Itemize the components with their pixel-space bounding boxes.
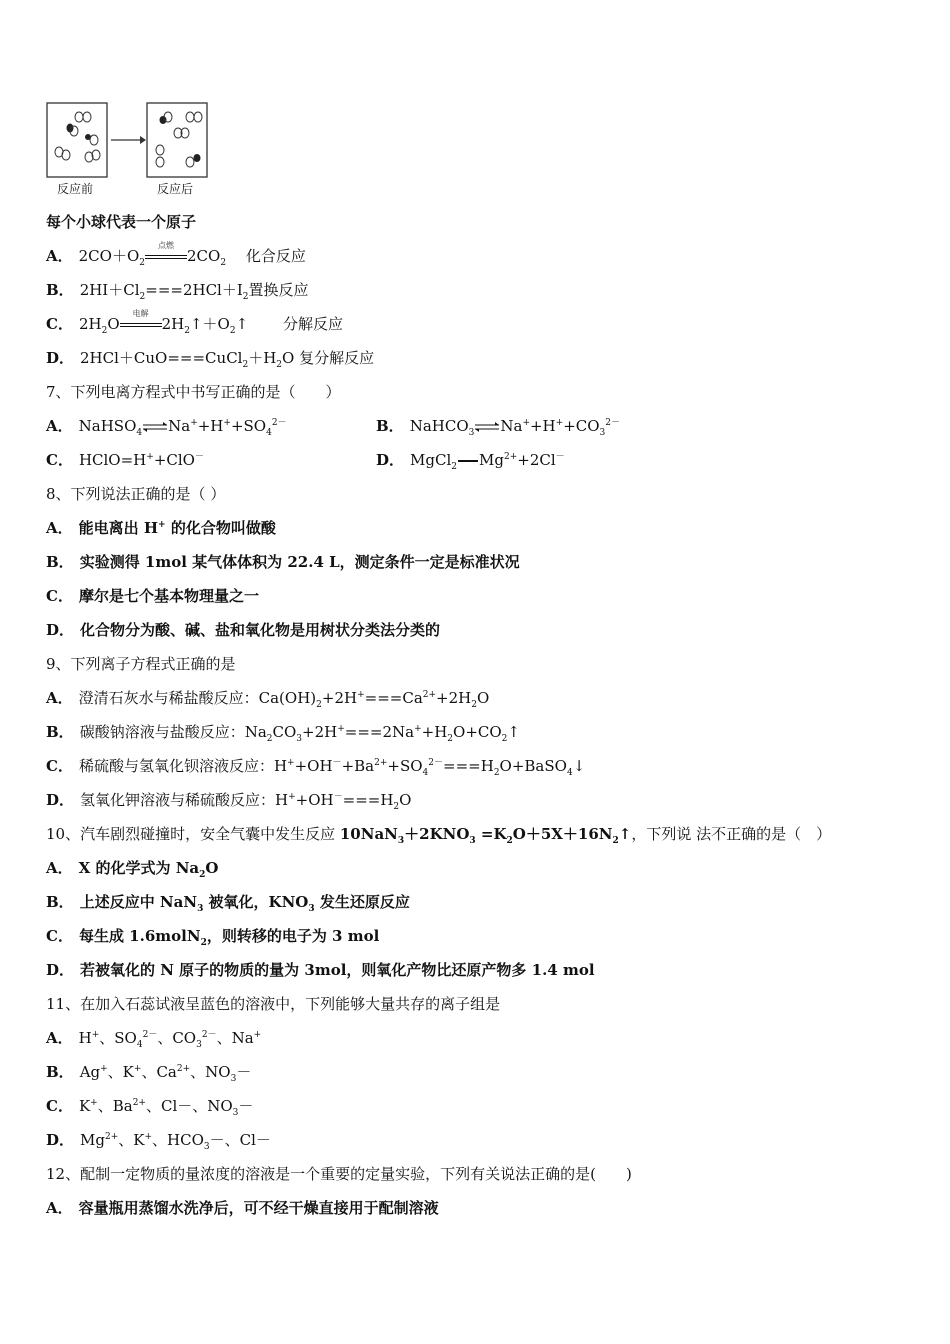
ion-text: 、Na: [216, 1029, 254, 1047]
eq-text: +ClO: [153, 451, 195, 469]
option-key: C．: [46, 927, 73, 945]
superscript: +: [144, 1132, 153, 1142]
subscript: 3: [203, 1142, 210, 1152]
subscript: 4: [136, 428, 143, 438]
option-key: A．: [46, 859, 73, 877]
superscript: 2+: [422, 690, 437, 700]
option-key: D．: [46, 621, 75, 639]
eq-text: +SO: [230, 417, 267, 435]
q10-option-c[interactable]: [46, 925, 379, 947]
option-key: B．: [46, 1063, 74, 1081]
subscript: 2: [220, 258, 227, 268]
question-7-stem: 7、下列电离方程式中书写正确的是（ ）: [46, 383, 341, 401]
ion-text: H: [78, 1029, 92, 1047]
option-text: 上述反应中 NaN: [79, 893, 198, 911]
eq-text: HClO=H: [78, 451, 147, 469]
subscript: 4: [136, 1040, 143, 1050]
eq-text: 稀硫酸与氢氧化钡溶液反应：H: [78, 757, 288, 775]
eq-text: ＋2KNO: [404, 825, 470, 843]
option-text: 化合物分为酸、碱、盐和氧化物是用树状分类法分类的: [80, 621, 441, 639]
eq-text: ↓: [572, 757, 586, 775]
eq-text: 2H: [78, 315, 102, 333]
question-8-stem: 8、下列说法正确的是（ ）: [46, 485, 226, 503]
subscript: 2: [393, 802, 400, 812]
option-key: C．: [46, 315, 73, 333]
option-text: 容量瓶用蒸馏水洗净后，可不经干燥直接用于配制溶液: [78, 1199, 439, 1217]
subscript: 2: [184, 326, 190, 336]
option-key: D．: [46, 961, 75, 979]
subscript: 2: [493, 768, 500, 778]
q6-option-d[interactable]: [46, 347, 374, 369]
superscript: +: [288, 792, 296, 802]
q7-option-b[interactable]: [376, 415, 620, 437]
q8-option-a[interactable]: [46, 517, 276, 539]
subscript: 3: [197, 904, 204, 914]
eq-text: +H: [197, 417, 224, 435]
superscript: +: [158, 520, 166, 530]
eq-text: O: [107, 315, 120, 333]
subscript: 2: [612, 836, 619, 846]
q10-option-b[interactable]: [46, 891, 410, 913]
eq-text: +2H: [436, 689, 472, 707]
subscript: 2: [229, 326, 236, 336]
reversible-arrow-icon: [474, 422, 500, 432]
option-key: C．: [46, 757, 73, 775]
option-key: A．: [46, 417, 73, 435]
superscript: 2－: [428, 758, 444, 768]
superscript: +: [100, 1064, 108, 1074]
q7-option-d[interactable]: [376, 449, 565, 471]
option-text: 的化合物叫做酸: [165, 519, 276, 537]
eq-text: ↑＋O: [189, 315, 230, 333]
q11-option-a[interactable]: [46, 1027, 261, 1049]
superscript: +: [253, 1030, 262, 1040]
superscript: －: [555, 452, 565, 462]
superscript: 2+: [132, 1098, 146, 1108]
stem-text: 10、汽车剧烈碰撞时，安全气囊中发生反应: [46, 825, 340, 843]
ion-text: 、Cl－、NO: [145, 1097, 233, 1115]
ion-text: 、K: [107, 1063, 134, 1081]
condition: 电解: [132, 309, 149, 318]
q12-option-a[interactable]: [46, 1197, 439, 1219]
option-key: B．: [46, 723, 74, 741]
q8-option-b[interactable]: [46, 551, 520, 573]
question-10-stem: [46, 823, 831, 845]
subscript: 2: [276, 360, 283, 370]
eq-text: O: [476, 689, 490, 707]
superscript: 2+: [176, 1064, 191, 1074]
subscript: 2: [316, 700, 322, 710]
question-12-stem: 12、配制一定物质的量浓度的溶液是一个重要的定量实验，下列有关说法正确的是( ): [46, 1165, 632, 1183]
q10-option-a[interactable]: [46, 857, 219, 879]
subscript: 3: [232, 1108, 239, 1118]
subscript: 3: [468, 428, 475, 438]
option-text: 实验测得 1mol 某气体体积为 22.4 L，测定条件一定是标准状况: [79, 553, 520, 571]
eq-text: ===H: [342, 791, 394, 809]
option-text: ，则转移的电子为 3 mol: [206, 927, 380, 945]
superscript: 2－: [271, 418, 287, 428]
superscript: +: [133, 1064, 142, 1074]
question-11-stem: 11、在加入石蕊试液呈蓝色的溶液中，下列能够大量共存的离子组是: [46, 995, 501, 1013]
eq-text: O: [399, 791, 412, 809]
equation-sign: [120, 309, 162, 335]
q11-option-d[interactable]: [46, 1129, 271, 1151]
eq-text: 10NaN: [339, 825, 398, 843]
eq-text: O＋5X＋16N: [512, 825, 613, 843]
eq-text: +CO: [563, 417, 600, 435]
superscript: +: [357, 690, 365, 700]
eq-text: Mg: [479, 451, 504, 469]
superscript: +: [287, 758, 295, 768]
ion-text: －: [236, 1063, 252, 1081]
atom-note: 每个小球代表一个原子: [46, 213, 197, 231]
subscript: 3: [296, 734, 303, 744]
option-key: D．: [376, 451, 405, 469]
eq-text: +2Cl: [517, 451, 556, 469]
ion-text: 、K: [118, 1131, 145, 1149]
reversible-arrow-icon: [142, 422, 168, 432]
option-key: B．: [46, 553, 74, 571]
eq-text: +OH: [295, 791, 334, 809]
option-key: C．: [46, 587, 73, 605]
eq-text: CO: [272, 723, 297, 741]
subscript: 2: [200, 938, 207, 948]
subscript: 2: [242, 292, 249, 302]
condition: 点燃: [158, 241, 174, 250]
ion-text: Ag: [79, 1063, 101, 1081]
eq-text: ===Ca: [364, 689, 423, 707]
equation-sign: [145, 241, 187, 267]
option-key: D．: [46, 349, 75, 367]
superscript: +: [90, 1098, 98, 1108]
eq-text: ===H: [443, 757, 494, 775]
figure-before-label: 反应前: [57, 182, 94, 196]
superscript: 2+: [104, 1132, 119, 1142]
superscript: －: [194, 452, 204, 462]
eq-text: Na: [500, 417, 523, 435]
subscript: 2: [506, 836, 513, 846]
eq-text: ===2Na: [344, 723, 415, 741]
option-key: B．: [376, 417, 404, 435]
subscript: 2: [199, 870, 206, 880]
superscript: +: [337, 724, 345, 734]
reaction-figure: [44, 100, 214, 198]
eq-text: ＋H: [248, 349, 277, 367]
eq-text: NaHCO: [409, 417, 469, 435]
option-key: A．: [46, 689, 73, 707]
subscript: 2: [447, 734, 454, 744]
option-text: X 的化学式为 Na: [78, 859, 200, 877]
eq-text: 2CO＋O: [78, 247, 140, 265]
eq-text: 2HI＋Cl: [79, 281, 140, 299]
option-key: A．: [46, 1029, 73, 1047]
option-key: B．: [46, 893, 74, 911]
eq-text: +H: [421, 723, 448, 741]
eq-text: O+CO: [453, 723, 502, 741]
eq-text: 澄清石灰水与稀盐酸反应：Ca(OH): [78, 689, 317, 707]
option-key: A．: [46, 1199, 73, 1217]
reaction-type: 复分解反应: [299, 349, 375, 367]
eq-text: 2H: [161, 315, 185, 333]
option-text: 能电离出 H: [78, 519, 159, 537]
superscript: 2+: [503, 452, 518, 462]
option-key: C．: [46, 451, 73, 469]
option-key: A．: [46, 247, 73, 265]
eq-text: 2CO: [187, 247, 221, 265]
option-key: A．: [46, 519, 73, 537]
option-key: D．: [46, 791, 75, 809]
subscript: 2: [451, 462, 457, 472]
subscript: 4: [266, 428, 272, 438]
q9-option-c[interactable]: [46, 755, 585, 777]
subscript: 2: [501, 734, 508, 744]
q11-option-b[interactable]: [46, 1061, 251, 1083]
subscript: 4: [422, 768, 429, 778]
ion-text: －: [238, 1097, 254, 1115]
eq-text: ↑: [507, 723, 520, 741]
superscript: +: [223, 418, 231, 428]
subscript: 3: [397, 836, 405, 846]
option-text: 被氧化，KNO: [203, 893, 309, 911]
superscript: +: [190, 418, 198, 428]
q9-option-b[interactable]: [46, 721, 520, 743]
q7-option-c[interactable]: [46, 449, 204, 471]
superscript: 2－: [142, 1030, 158, 1040]
subscript: 3: [469, 836, 476, 846]
option-key: D．: [46, 1131, 75, 1149]
subscript: 2: [242, 360, 249, 370]
ion-text: 、CO: [157, 1029, 197, 1047]
q9-option-a[interactable]: [46, 687, 489, 709]
subscript: 2: [139, 258, 145, 268]
superscript: －: [332, 758, 342, 768]
ion-text: 、NO: [190, 1063, 231, 1081]
subscript: 2: [101, 326, 108, 336]
superscript: 2+: [374, 758, 388, 768]
ion-text: 、Ba: [97, 1097, 133, 1115]
q6-option-a[interactable]: [46, 241, 306, 268]
equals-dash-icon: [458, 460, 478, 462]
eq-text: +2H: [321, 689, 358, 707]
superscript: +: [414, 724, 422, 734]
eq-text: +2H: [302, 723, 338, 741]
reaction-type: 化合反应: [245, 247, 306, 265]
option-text: 若被氧化的 N 原子的物质的量为 3mol，则氧化产物比还原产物多 1.4 mol: [80, 961, 595, 979]
option-text: 摩尔是七个基本物理量之一: [78, 587, 259, 605]
superscript: 2－: [605, 418, 620, 428]
eq-text: +SO: [387, 757, 423, 775]
eq-text: ↑: [235, 315, 249, 333]
superscript: 2－: [201, 1030, 217, 1040]
subscript: 2: [266, 734, 273, 744]
subscript: 2: [471, 700, 477, 710]
ion-text: 、SO: [99, 1029, 137, 1047]
ion-text: Mg: [80, 1131, 105, 1149]
stem-text: ，下列说 法不正确的是（ ）: [631, 825, 832, 843]
eq-text: MgCl: [410, 451, 452, 469]
option-text: 每生成 1.6molN: [78, 927, 201, 945]
q11-option-c[interactable]: [46, 1095, 253, 1117]
q6-option-b[interactable]: [46, 279, 309, 301]
option-key: C．: [46, 1097, 73, 1115]
option-text: O: [205, 859, 219, 877]
superscript: +: [146, 452, 154, 462]
superscript: +: [91, 1030, 100, 1040]
reaction-type: 置换反应: [248, 281, 309, 299]
option-text: 发生还原反应: [314, 893, 410, 911]
eq-text: +H: [529, 417, 556, 435]
q9-option-d[interactable]: [46, 789, 411, 811]
q8-option-c[interactable]: [46, 585, 259, 607]
eq-text: +Ba: [341, 757, 375, 775]
figure-after-label: 反应后: [157, 182, 194, 196]
eq-text: 2HCl＋CuO===CuCl: [80, 349, 243, 367]
ion-text: －、Cl－: [209, 1131, 271, 1149]
eq-text: 氢氧化钾溶液与稀硫酸反应：H: [80, 791, 289, 809]
question-9-stem: 9、下列离子方程式正确的是: [46, 655, 236, 673]
q6-option-c[interactable]: [46, 309, 343, 336]
eq-text: ===2HCl＋I: [145, 281, 243, 299]
q8-option-d[interactable]: [46, 619, 440, 641]
option-key: B．: [46, 281, 74, 299]
eq-text: O+BaSO: [499, 757, 567, 775]
superscript: －: [333, 792, 343, 802]
eq-text: NaHSO: [78, 417, 137, 435]
subscript: 3: [308, 904, 315, 914]
eq-text: +OH: [294, 757, 333, 775]
eq-text: O: [282, 349, 295, 367]
ion-text: 、HCO: [152, 1131, 204, 1149]
superscript: +: [522, 418, 530, 428]
subscript: 2: [139, 292, 146, 302]
q7-option-a[interactable]: [46, 415, 287, 437]
subscript: 3: [599, 428, 606, 438]
eq-text: ↑: [618, 825, 632, 843]
subscript: 3: [196, 1040, 202, 1050]
ion-text: K: [78, 1097, 91, 1115]
subscript: 3: [230, 1074, 237, 1084]
subscript: 4: [566, 768, 573, 778]
eq-text: Na: [168, 417, 191, 435]
eq-text: =K: [475, 825, 507, 843]
q10-option-d[interactable]: [46, 959, 595, 981]
ion-text: 、Ca: [141, 1063, 177, 1081]
eq-text: 碳酸钠溶液与盐酸反应：Na: [79, 723, 267, 741]
superscript: +: [555, 418, 564, 428]
reaction-type: 分解反应: [282, 315, 343, 333]
